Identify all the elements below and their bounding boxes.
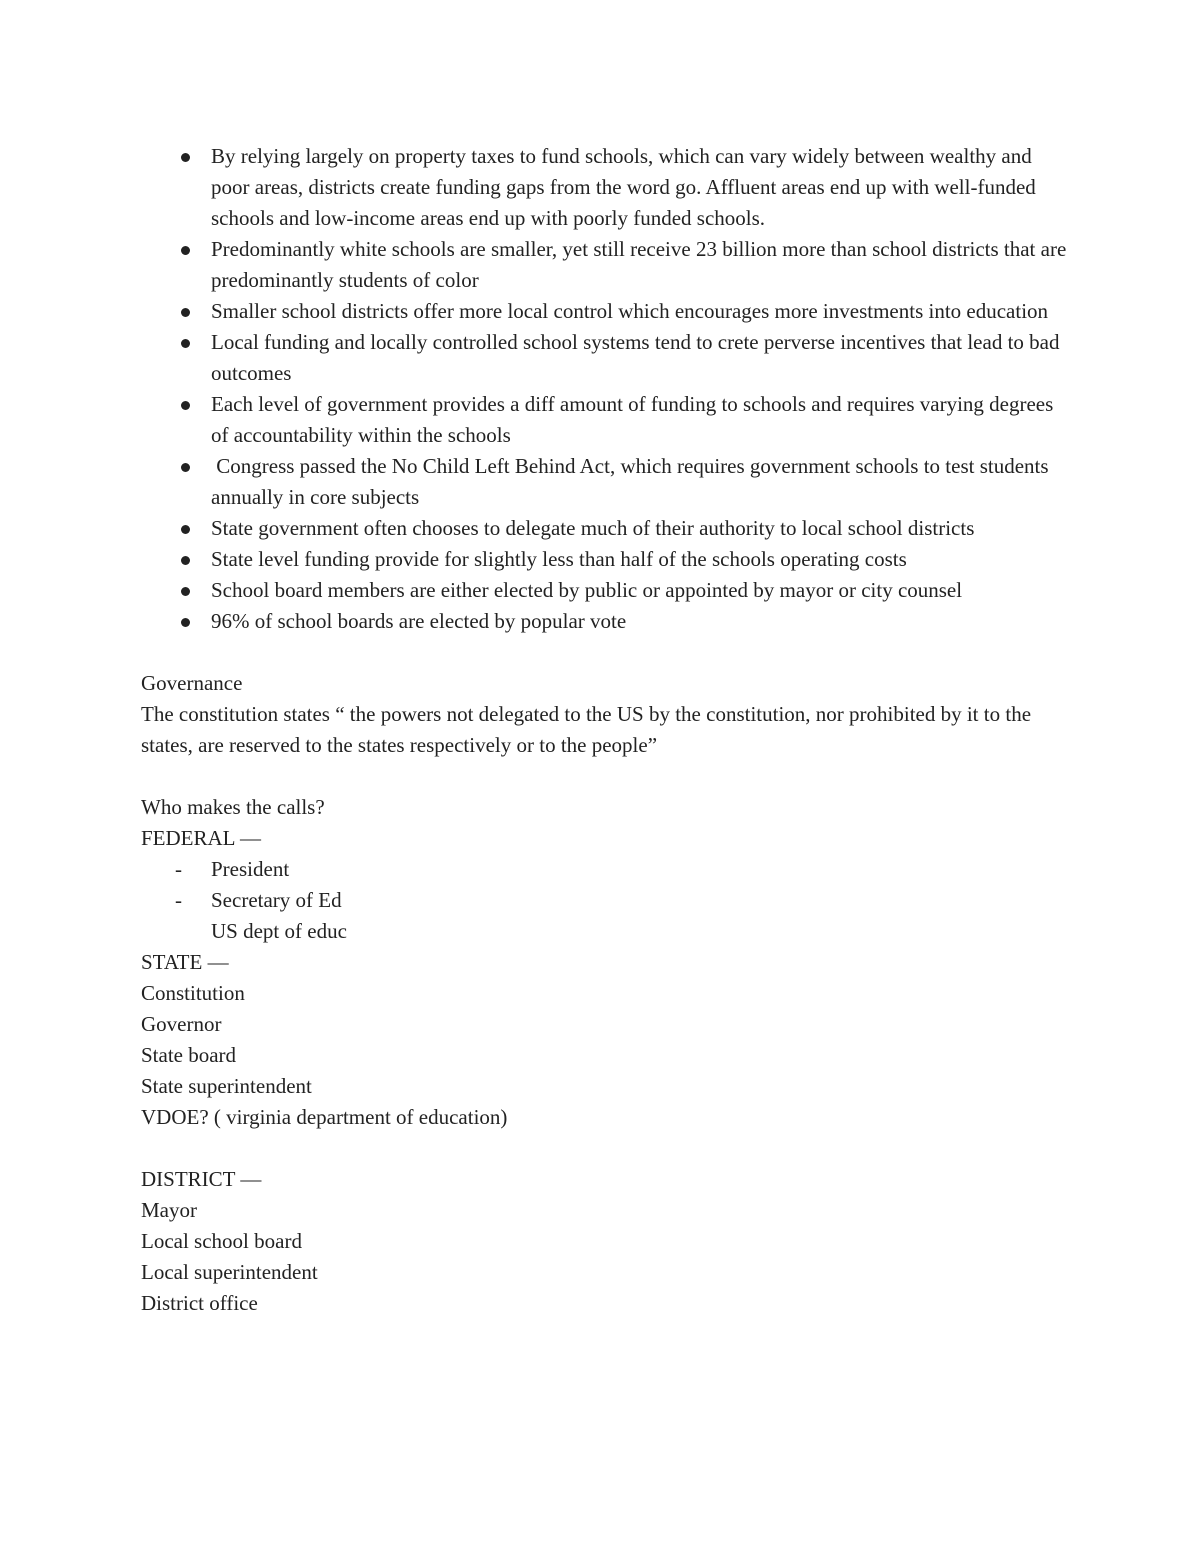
governance-text: The constitution states “ the powers not delegated to the US by the constitution, nor prohibited by it to the states, are reserved to the states respectively or to the people” [141,702,1032,757]
bullet-item: 96% of school boards are elected by popular vote [141,606,1071,637]
bullet-dot-icon [181,246,190,255]
bullet-item: By relying largely on property taxes to fund schools, which can vary widely between wealthy and poor areas, districts create funding gaps from the word go. Affluent areas end up with well-funded schools and low-income areas end up with poorly funded schools. [141,141,1071,234]
state-item: State board [141,1043,237,1067]
bullet-item: Congress passed the No Child Left Behind Act, which requires government schools to test students annually in core subjects [141,451,1071,513]
spacer [141,1133,1071,1164]
calls-question: Who makes the calls? [141,795,325,819]
district-item: Local superintendent [141,1260,318,1284]
bullet-item: Each level of government provides a diff amount of funding to schools and requires varying degrees of accountability within the schools [141,389,1071,451]
bullet-item: State government often chooses to delegate much of their authority to local school districts [141,513,1071,544]
federal-item: - President [141,854,1071,885]
bullet-dot-icon [181,587,190,596]
state-item: Constitution [141,981,245,1005]
spacer [141,761,1071,792]
governance-heading: Governance [141,671,243,695]
bullet-item: State level funding provide for slightly less than half of the schools operating costs [141,544,1071,575]
document-content [141,141,1071,1319]
state-item: State superintendent [141,1074,312,1098]
bullet-item: School board members are either elected by public or appointed by mayor or city counsel [141,575,1071,606]
bullet-dot-icon [181,618,190,627]
bullet-dot-icon [181,401,190,410]
spacer [141,637,1071,668]
bullet-dot-icon [181,525,190,534]
bullet-dot-icon [181,463,190,472]
state-heading: STATE — [141,950,229,974]
district-item: District office [141,1291,258,1315]
bullet-item: Local funding and locally controlled school systems tend to crete perverse incentives that lead to bad outcomes [141,327,1071,389]
state-item: VDOE? ( virginia department of education) [141,1105,508,1129]
federal-heading: FEDERAL — [141,826,261,850]
federal-list [141,854,1071,916]
district-item: Local school board [141,1229,302,1253]
dash-marker: - [175,888,182,912]
district-item: Mayor [141,1198,197,1222]
federal-item: - Secretary of Ed [141,885,1071,916]
state-item: Governor [141,1012,222,1036]
bullet-item: Predominantly white schools are smaller, yet still receive 23 billion more than school districts that are predominantly students of color [141,234,1071,296]
bullet-dot-icon [181,339,190,348]
dash-marker: - [175,857,182,881]
bullet-dot-icon [181,153,190,162]
bullet-list [141,141,1071,637]
bullet-dot-icon [181,556,190,565]
bullet-dot-icon [181,308,190,317]
district-heading: DISTRICT — [141,1167,262,1191]
federal-sub-item: US dept of educ [211,919,347,943]
bullet-item: Smaller school districts offer more local control which encourages more investments into education [141,296,1071,327]
